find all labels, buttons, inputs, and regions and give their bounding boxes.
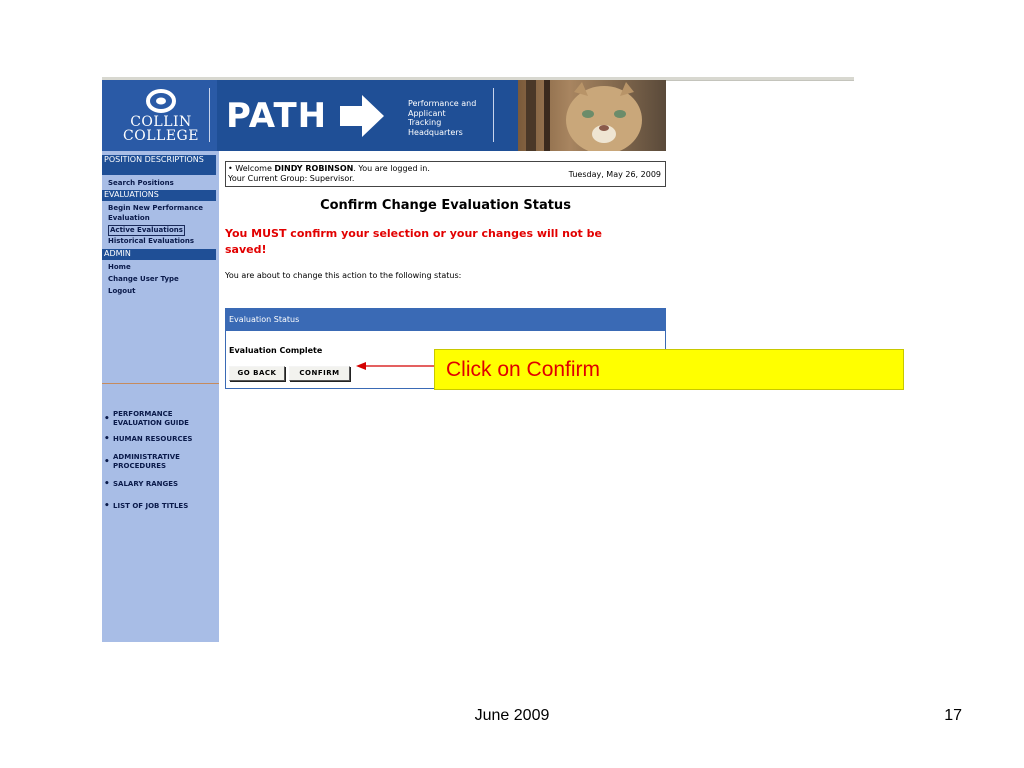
resource-link-administrative-procedures[interactable] <box>104 453 216 471</box>
page-title: Confirm Change Evaluation Status <box>320 198 571 213</box>
panel-title: Evaluation Status <box>226 309 665 331</box>
path-tagline <box>408 99 498 137</box>
current-date: Tuesday, May 26, 2009 <box>568 170 661 179</box>
bullet-icon: • <box>104 434 110 444</box>
welcome-user-name: DINDY ROBINSON <box>274 164 354 173</box>
college-emblem-icon <box>146 88 176 114</box>
resource-link-label: ADMINISTRATIVE PROCEDURES <box>113 453 180 470</box>
welcome-suffix: . You are logged in. <box>353 164 430 173</box>
bullet-icon: • <box>104 456 110 467</box>
college-name-line2: COLLEGE <box>123 128 199 144</box>
sidebar-item-logout[interactable]: Logout <box>108 287 136 295</box>
sidebar-item-search-positions[interactable]: Search Positions <box>108 179 174 187</box>
sidebar-item-begin-new-performance-evaluation[interactable]: Evaluation <box>108 214 150 222</box>
banner-divider <box>209 88 210 142</box>
status-change-intro: You are about to change this action to the following status: <box>225 271 462 280</box>
sidebar-section-admin: ADMIN <box>102 249 216 260</box>
confirm-button[interactable]: CONFIRM <box>289 366 350 381</box>
resource-link-label: HUMAN RESOURCES <box>113 435 193 443</box>
resource-link-salary-ranges[interactable] <box>104 480 216 489</box>
path-arrow-icon <box>340 93 386 139</box>
sidebar <box>102 151 219 642</box>
cougar-photo <box>518 80 666 151</box>
bullet-icon: • <box>104 501 110 511</box>
resource-link-human-resources[interactable] <box>104 435 216 444</box>
resource-link-list-of-job-titles[interactable] <box>104 502 216 511</box>
slide-number: 17 <box>944 707 962 724</box>
sidebar-section-evaluations: EVALUATIONS <box>102 190 216 201</box>
welcome-bullet: • <box>228 164 233 173</box>
resource-link-label: LIST OF JOB TITLES <box>113 502 189 510</box>
sidebar-item-historical-evaluations[interactable]: Historical Evaluations <box>108 237 195 245</box>
go-back-button[interactable]: GO BACK <box>229 366 285 381</box>
college-name-line1: COLLIN <box>130 114 192 130</box>
banner-divider <box>493 88 494 142</box>
tagline-line: Headquarters <box>408 127 463 137</box>
welcome-line <box>228 164 430 174</box>
resource-link-label: PERFORMANCE EVALUATION GUIDE <box>113 410 189 427</box>
resource-link-performance-evaluation-guide[interactable] <box>104 410 216 428</box>
confirm-warning: You MUST confirm your selection or your changes will not be saved! <box>225 227 602 256</box>
tagline-line: Performance and <box>408 99 477 108</box>
sidebar-item-home[interactable]: Home <box>108 263 131 271</box>
slide-footer-date: June 2009 <box>474 707 550 724</box>
welcome-box <box>225 161 666 187</box>
sidebar-item-active-evaluations[interactable]: Active Evaluations <box>110 226 183 234</box>
current-group-text: Your Current Group: Supervisor. <box>228 174 355 183</box>
path-logo: PATH <box>226 96 328 136</box>
tagline-line: Tracking <box>408 118 442 127</box>
college-name <box>102 115 220 143</box>
resource-link-label: SALARY RANGES <box>113 480 179 488</box>
sidebar-section-position-descriptions: POSITION DESCRIPTIONS <box>102 155 216 175</box>
bullet-icon: • <box>104 413 110 424</box>
arrow-left-icon <box>356 358 436 372</box>
callout-click-confirm: Click on Confirm <box>434 349 904 390</box>
tagline-line: Applicant <box>408 108 446 118</box>
bullet-icon: • <box>104 479 110 489</box>
sidebar-divider <box>102 383 219 384</box>
sidebar-item-change-user-type[interactable]: Change User Type <box>108 275 179 283</box>
sidebar-item-begin-new-performance[interactable]: Begin New Performance <box>108 204 203 212</box>
evaluation-status-value: Evaluation Complete <box>229 346 323 355</box>
welcome-prefix: Welcome <box>235 164 272 173</box>
header-banner <box>102 80 666 151</box>
